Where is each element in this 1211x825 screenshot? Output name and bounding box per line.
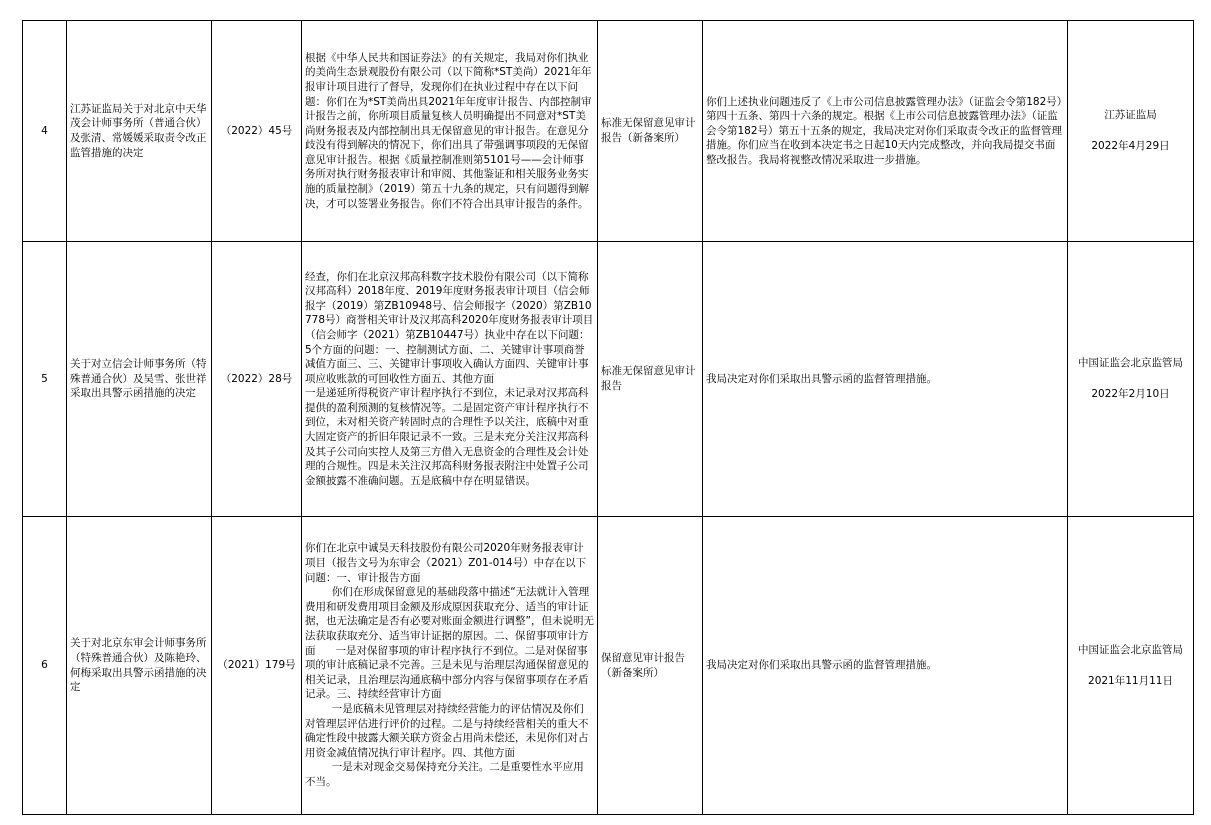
- violation-facts: 根据《中华人民共和国证券法》的有关规定，我局对你们执业的美尚生态景观股份有限公司（以下简称*ST美尚）2021年年报审计项目进行了督导，发现你们在执业过程中存在以下问题：你们在为*ST美尚出具2021年年度审计报告、内部控制审计报告之前，你所项目质量复核人员明确提出不同意对*ST美尚财务报表及内部控制出具无保留意见的审计报告。在意见分歧没有得到解决的情况下，你们出具了带强调事项段的无保留意见审计报告。根据《质量控制准则第5101号——会计师事务所对执行财务报表审计和审阅、其他鉴证和相关服务业务实施的质量控制》（2019）第五十九条的规定，只有问题得到解决，才可以签署业务报告。你们不符合出具审计报告的条件。: [302, 21, 598, 242]
- table-row: [23, 242, 1194, 517]
- issuing-authority: 中国证监会北京监管局: [1078, 643, 1183, 656]
- issuing-authority-cell: [1068, 242, 1194, 517]
- table-row: [23, 21, 1194, 242]
- spacer: [1071, 371, 1190, 387]
- row-number: 5: [23, 242, 67, 517]
- issuing-authority-cell: [1068, 21, 1194, 242]
- issuing-authority-cell: [1068, 517, 1194, 815]
- case-name: 关于对立信会计师事务所（特殊普通合伙）及吴雪、张世祥采取出具警示函措施的决定: [67, 242, 212, 517]
- table-row: [23, 517, 1194, 815]
- violation-facts: 经查，你们在北京汉邦高科数字技术股份有限公司（以下简称汉邦高科）2018年度、2019年度财务报表审计项目（信会师报字（2019）第ZB10948号、信会师报字（2020）第ZB10778号）商誉相关审计及汉邦高科2020年度财务报表审计项目（信会师字（2021）第ZB10447号）执业中存在以下问题：5个方面的问题：一、控制测试方面、二、关键审计事项商誉减值方面三、三、关键审计事项收入确认方面四、关键审计事项应收账款的可回收性方面五、其他方面 一是递延所得税资产审计程序执行不到位，未记录对汉邦高科提供的盈利预测的复核情况等。二是固定资产审计程序执行不到位，未对相关资产转固时点的合理性予以关注，底稿中对重大固定资产的折旧年限记录不一致。三是未充分关注汉邦高科及其子公司向实控人及第三方借入无息资金的合理性及会计处理的合规性。四是未关注汉邦高科财务报表附注中处置子公司金额披露不准确问题。五是底稿中存在明显错误。: [302, 242, 598, 517]
- spacer: [1071, 123, 1190, 139]
- decision-date: 2021年11月11日: [1088, 674, 1173, 687]
- supervisory-measures: 你们上述执业问题违反了《上市公司信息披露管理办法》（证监会令第182号）第四十五条、第四十六条的规定。根据《上市公司信息披露管理办法》（证监会令第182号）第五十五条的规定，我局决定对你们采取责令改正的监督管理措施。你们应当在收到本决定书之日起10天内完成整改，并向我局提交书面整改报告。我局将视整改情况采取进一步措施。: [703, 21, 1068, 242]
- penalty-table: [22, 20, 1194, 815]
- supervisory-measures: 我局决定对你们采取出具警示函的监督管理措施。: [703, 517, 1068, 815]
- issuing-authority: 江苏证监局: [1104, 109, 1157, 122]
- document-number: （2021）179号: [212, 517, 302, 815]
- document-number: （2022）28号: [212, 242, 302, 517]
- audit-report-type: 标准无保留意见审计报告（新备案所）: [598, 21, 703, 242]
- supervisory-measures: 我局决定对你们采取出具警示函的监督管理措施。: [703, 242, 1068, 517]
- row-number: 6: [23, 517, 67, 815]
- audit-report-type: 保留意见审计报告（新备案所）: [598, 517, 703, 815]
- issuing-authority: 中国证监会北京监管局: [1078, 357, 1183, 370]
- decision-date: 2022年2月10日: [1091, 388, 1170, 400]
- document-number: （2022）45号: [212, 21, 302, 242]
- audit-report-type: 标准无保留意见审计报告: [598, 242, 703, 517]
- decision-date: 2022年4月29日: [1091, 140, 1170, 152]
- case-name: 关于对北京东审会计师事务所（特殊普通合伙）及陈艳玲、何梅采取出具警示函措施的决定: [67, 517, 212, 815]
- spacer: [1071, 658, 1190, 674]
- row-number: 4: [23, 21, 67, 242]
- violation-facts: 你们在北京中诚昊天科技股份有限公司2020年财务报表审计项目（报告文号为东审会（2021）Z01-014号）中存在以下问题：一、审计报告方面 你们在形成保留意见的基础段落中描述“无法就计入管理费用和研发费用项目金额及形成原因获取充分、适当的审计证据，也无法确定是否有必要对账面金额进行调整”，但未说明无法获取获取充分、适当审计证据的原因。二、保留事项审计方面 一是对保留事项的审计程序执行不到位。二是对保留事项的审计底稿记录不完善。三是未见与治理层沟通保留意见的相关记录，且治理层沟通底稿中部分内容与保留事项存在矛盾记录。三、持续经营审计方面 一是底稿未见管理层对持续经营能力的评估情况及你们对管理层评估进行评价的过程。二是与持续经营相关的重大不确定性段中披露大额关联方资金占用尚未偿还，未见你们对占用资金减值情况执行审计程序。四、其他方面 一是未对现金交易保持充分关注。二是重要性水平应用不当。: [302, 517, 598, 815]
- case-name: 江苏证监局关于对北京中天华茂会计师事务所（普通合伙）及张清、常媛媛采取责令改正监管措施的决定: [67, 21, 212, 242]
